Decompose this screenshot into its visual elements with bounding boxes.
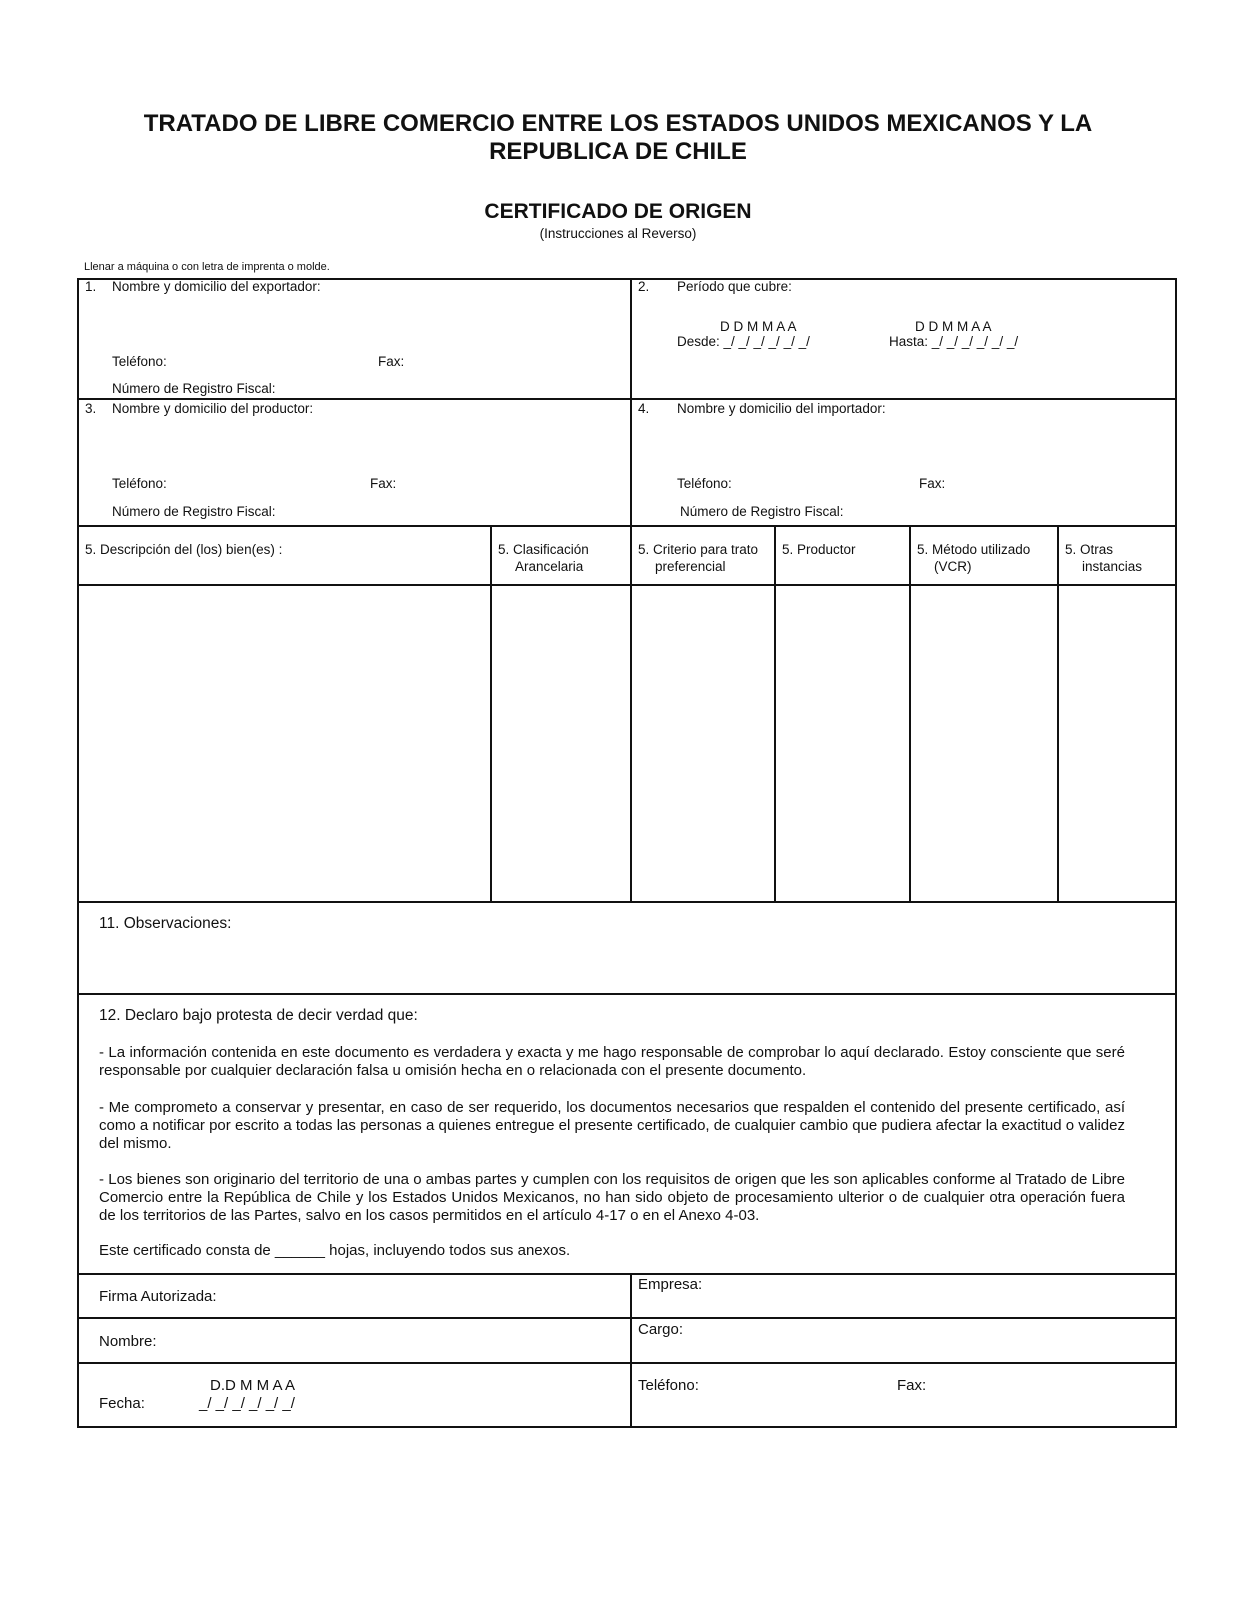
date-blanks: _/ _/ _/ _/ _/ _/ (199, 1395, 295, 1412)
col-header-criterion (638, 541, 758, 575)
period-from: Desde: _/ _/ _/ _/ _/ _/ (677, 334, 810, 349)
col-header-producer-text: 5. Productor (782, 542, 856, 557)
col-header-description-text: 5. Descripción del (los) bien(es) : (85, 542, 283, 557)
importer-tax-id-label: Número de Registro Fiscal: (680, 504, 844, 519)
col-header-method-line1: 5. Método utilizado (917, 542, 1031, 557)
exporter-phone-label: Teléfono: (112, 354, 167, 369)
importer-fax-label: Fax: (919, 476, 946, 491)
declaration-paragraph-2: - Me comprometo a conservar y presentar, en caso de ser requerido, los documentos necesarios que respalden el contenido del presente certificado, así como a notificar por escrito a todas las personas a quienes entregue el presente certificado, de cualquier cambio que pudiera afectar la exactitud o validez del mismo. (99, 1099, 1125, 1152)
fill-note: Llenar a máquina o con letra de imprenta o molde. (84, 261, 330, 273)
declaration-paragraph-1: - La información contenida en este documento es verdadera y exacta y me hago responsable de comprobar lo aquí declarado. Estoy consciente que seré responsable por cualquier declaración falsa u omisión hecha en o relacionada con el presente documento. (99, 1044, 1125, 1079)
signature-phone-label: Teléfono: (638, 1377, 699, 1394)
producer-tax-id-label: Número de Registro Fiscal: (112, 504, 276, 519)
col-header-classification (498, 541, 589, 575)
divider-h-2 (77, 525, 1177, 527)
box1-number: 1. (85, 279, 97, 294)
col-header-criterion-line1: 5. Criterio para trato (638, 542, 759, 557)
producer-phone-label: Teléfono: (112, 476, 167, 491)
col-header-other-line2: instancias (1082, 559, 1143, 574)
col-header-other (1065, 541, 1142, 575)
col-divider-5 (1057, 527, 1059, 902)
importer-label: Nombre y domicilio del importador: (677, 401, 886, 416)
form-subtitle: (Instrucciones al Reverso) (539, 226, 697, 241)
signature-fax-label: Fax: (897, 1377, 927, 1394)
date-label: Fecha: (99, 1395, 145, 1412)
exporter-tax-id-label: Número de Registro Fiscal: (112, 381, 276, 396)
col-header-criterion-line2: preferencial (655, 559, 726, 574)
period-to-format: D D M M A A (915, 319, 992, 334)
period-from-format: D D M M A A (720, 319, 797, 334)
divider-h-5 (77, 993, 1177, 995)
divider-h-7 (77, 1317, 1177, 1319)
importer-phone-label: Teléfono: (677, 476, 732, 491)
exporter-label: Nombre y domicilio del exportador: (112, 279, 321, 294)
exporter-fax-label: Fax: (378, 354, 405, 369)
company-label: Empresa: (638, 1276, 703, 1293)
divider-h-3 (77, 584, 1177, 586)
col-divider-1 (490, 527, 492, 902)
divider-h-4 (77, 901, 1177, 903)
declaration-paragraph-3: - Los bienes son originario del territorio de una o ambas partes y cumplen con los requisitos de origen que les son aplicables conforme al Tratado de Libre Comercio entre la República de Chile y los Estados Unidos Mexicanos, no han sido objeto de procesamiento ulterior o de cualquier otra operación fuera de los territorios de las Partes, salvo en los casos permitidos en el artículo 4-17 o en el Anexo 4-03. (99, 1171, 1125, 1224)
producer-label: Nombre y domicilio del productor: (112, 401, 314, 416)
position-label: Cargo: (638, 1321, 684, 1338)
col-divider-3 (774, 527, 776, 902)
form-title: CERTIFICADO DE ORIGEN (484, 200, 752, 223)
period-to: Hasta: _/ _/ _/ _/ _/ _/ (889, 334, 1019, 349)
divider-v-top (630, 278, 632, 527)
col-header-producer (782, 541, 856, 558)
signature-divider (630, 1275, 632, 1427)
divider-h-6 (77, 1273, 1177, 1275)
authorized-signature-label: Firma Autorizada: (99, 1288, 217, 1305)
sheet-count-statement: Este certificado consta de ______ hojas, incluyendo todos sus anexos. (99, 1242, 571, 1259)
divider-h-1 (77, 398, 1177, 400)
col-header-classification-line2: Arancelaria (515, 559, 584, 574)
name-label: Nombre: (99, 1333, 157, 1350)
box4-number: 4. (638, 401, 650, 416)
producer-fax-label: Fax: (370, 476, 397, 491)
col-header-method-line2: (VCR) (934, 559, 972, 574)
col-header-description (85, 541, 282, 558)
document-title-line2: REPUBLICA DE CHILE (489, 138, 747, 165)
col-header-method (917, 541, 1030, 575)
box2-number: 2. (638, 279, 650, 294)
col-header-classification-line1: 5. Clasificación (498, 542, 589, 557)
box3-number: 3. (85, 401, 97, 416)
observations-label: 11. Observaciones: (99, 915, 232, 932)
document-title-line1: TRATADO DE LIBRE COMERCIO ENTRE LOS ESTADOS UNIDOS MEXICANOS Y LA (143, 110, 1093, 137)
declaration-heading: 12. Declaro bajo protesta de decir verdad que: (99, 1007, 418, 1024)
divider-h-8 (77, 1362, 1177, 1364)
col-divider-2 (630, 527, 632, 902)
date-format-label: D.D M M A A (210, 1377, 296, 1394)
col-header-other-line1: 5. Otras (1065, 542, 1114, 557)
period-label: Período que cubre: (677, 279, 792, 294)
col-divider-4 (909, 527, 911, 902)
